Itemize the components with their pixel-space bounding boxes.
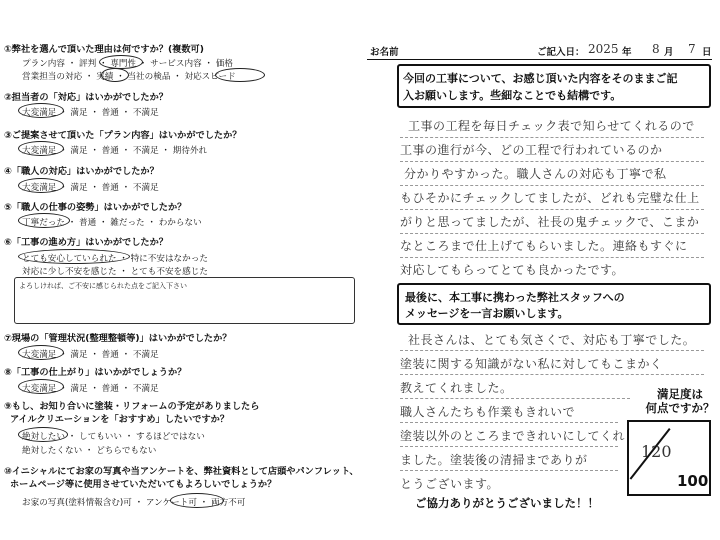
handwritten-line: 分かりやすかった。職人さんの対応も丁寧で私 [404,167,667,181]
question-8-title: ⑧「工事の仕上がり」はいかがでしょうか？ [4,367,187,378]
question-9-title-line1: ⑨もし、お知り合いに塗装・リフォームの予定がありましたら [4,401,260,412]
answer-rule [400,422,618,423]
question-3-options: 大変満足 ・ 満足 ・ 普通 ・ 不満足 ・ 期待外れ [22,146,208,156]
circle-mark [101,68,129,82]
answer-rule [400,233,704,234]
answer-rule [400,185,704,186]
date-day: 7 [688,42,696,56]
score-given: 120 [641,442,672,461]
date-year: 2025 [588,42,619,56]
answer-rule [400,398,630,399]
date-month: 8 [652,42,660,56]
question-9-title-line2: アイルクリエーションを「おすすめ」したいですか？ [10,414,230,425]
question-2-title: ②担当者の「対応」はいかがでしたか？ [4,92,168,103]
question-5-options: 丁寧だった ・ 普通 ・ 雑だった ・ わからない [22,218,202,228]
answer-rule [400,161,704,162]
question-2-options: 大変満足 ・ 満足 ・ 普通 ・ 不満足 [22,108,159,118]
satisfaction-label-line2: 何点ですか？ [645,401,715,415]
question-1-options-line1: プラン内容 ・ 評判 ・ 専門性 ・ サービス内容 ・ 価格 [22,59,233,69]
date-day-unit: 日 [702,47,712,58]
section1-title-line1: 今回の工事について、お感じ頂いた内容をそのままご記 [403,72,678,85]
header-underline [367,59,712,60]
handwritten-line: 社長さんは、とても気さくで、対応も丁寧でした。 [408,333,696,347]
handwritten-line: 工事の進行が今、どの工程で行われているのか [400,143,663,157]
answer-rule [400,209,704,210]
answer-rule [400,470,618,471]
handwritten-line: ました。塗装後の清掃までありが [400,453,588,467]
question-9-options-line1: 絶対したい ・ してもいい ・ するほどではない [22,432,205,442]
circle-mark [18,427,68,442]
section1-title-line2: 入お願いします。些細なことでも結構です。 [403,89,622,102]
name-label: お名前 [370,47,399,58]
question-6-title: ⑥「工事の進め方」はいかがでしたか？ [4,237,168,248]
score-box [627,420,711,496]
circle-mark [99,55,143,69]
handwritten-line: とうございます。 [400,477,500,491]
circle-mark [18,178,64,193]
answer-rule [400,257,704,258]
handwritten-line: 対応してもらってとても良かったです。 [400,263,625,277]
date-year-unit: 年 [622,47,632,58]
satisfaction-label [640,387,720,415]
comment-hint: よろしければ、ご不安に感じられた点をご記入下さい [19,282,187,290]
section2-title-line2: メッセージを一言お願いします。 [405,307,569,320]
handwritten-line: なところまで仕上げてもらいました。連絡もすぐに [400,239,688,253]
question-1-title: ①弊社を選んで頂いた理由は何ですか？(複数可) [4,44,204,55]
question-10-options: お家の写真(塗料情報含む)可 ・ アンケート可 ・ 両方不可 [22,498,246,508]
question-7-title: ⑦現場の「管理状況(整理整頓等)」はいかがでしたか？ [4,333,232,344]
score-max: 100 [677,472,709,490]
satisfaction-label-line1: 満足度は [657,387,703,401]
question-7-options: 大変満足 ・ 満足 ・ 普通 ・ 不満足 [22,350,159,360]
circle-mark [18,141,64,156]
handwritten-line: 工事の工程を毎日チェック表で知らせてくれるので [408,119,695,133]
circle-mark [18,345,64,360]
circle-mark [18,379,64,394]
circle-mark [18,103,64,118]
question-3-title: ③ご提案させて頂いた「プラン内容」はいかがでしたか？ [4,130,242,141]
question-4-title: ④「職人の対応」はいかがでしたか？ [4,166,159,177]
answer-rule [400,350,704,351]
thanks-message: ご協力ありがとうございました！！ [415,496,599,510]
handwritten-line: がりと思ってましたが、社長の鬼チェックで、こまか [400,215,700,229]
handwritten-line: もひそかにチェックしてましたが、どれも完璧な仕上 [400,191,700,205]
handwritten-line: 職人さんたちも作業もきれいで [400,405,576,419]
question-5-title: ⑤「職人の仕事の姿勢」はいかがでしたか？ [4,202,187,213]
question-9-options-line2: 絶対したくない ・ どちらでもない [22,446,157,456]
date-month-unit: 月 [664,47,674,58]
comment-box [14,277,355,324]
circle-mark [18,213,70,228]
circle-mark [215,68,265,82]
question-10-title-line1: ⑩イニシャルにてお家の写真や当アンケートを、弊社資料として店頭やパンフレット、 [4,466,359,477]
answer-rule [400,137,704,138]
question-10-title-line2: ホームページ等に使用させていただいてもよろしいでしょうか？ [10,479,277,490]
handwritten-line: 教えてくれました。 [400,381,513,395]
section2-title-line1: 最後に、本工事に携わった弊社スタッフへの [405,291,625,304]
question-8-options: 大変満足 ・ 満足 ・ 普通 ・ 不満足 [22,384,159,394]
question-6-options-line1: とても安心していられた ・ 特に不安はなかった [22,254,208,264]
handwritten-line: 塗装以外のところまできれいにしてくれ [400,429,626,443]
date-label: ご記入日： [537,47,585,58]
answer-rule [400,374,704,375]
answer-rule [400,446,618,447]
question-4-options: 大変満足 ・ 満足 ・ 普通 ・ 不満足 [22,183,159,193]
circle-mark [18,249,130,264]
question-1-options-line2: 営業担当の対応 ・ 実績 ・ 当社の検品 ・ 対応スピード [22,72,236,82]
circle-mark [170,493,224,508]
question-6-options-line2: 対応に少し不安を感じた ・ とても不安を感じた [22,267,208,277]
handwritten-line: 塗装に関する知識がない私に対してもこまかく [400,357,663,371]
